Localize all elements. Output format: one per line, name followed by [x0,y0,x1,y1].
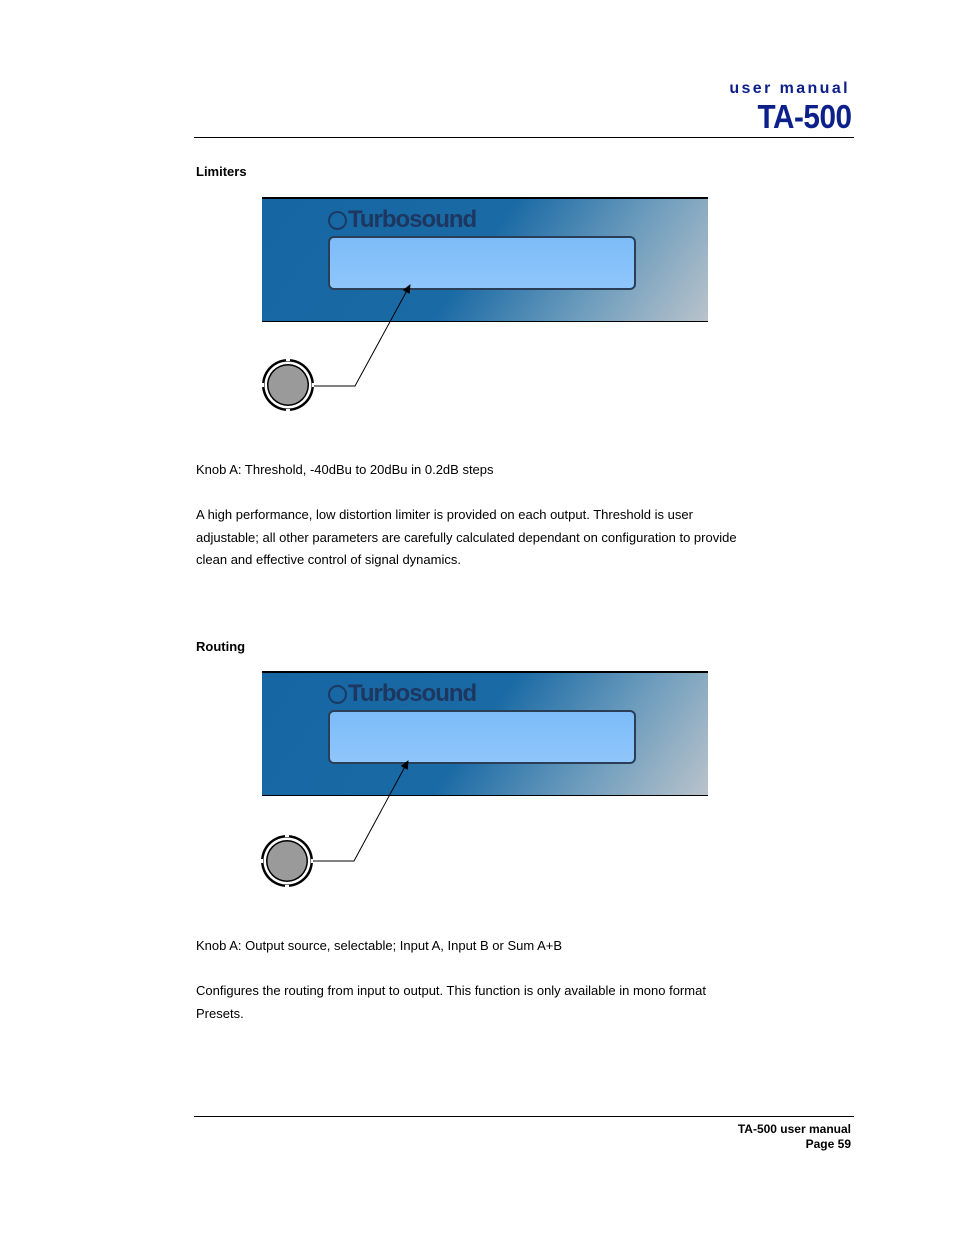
knob-caption-limiters: Knob A: Threshold, -40dBu to 20dBu in 0.2dB steps [196,462,494,477]
knob-a-limiters-icon[interactable] [260,357,316,413]
logo-text: Turbosound [348,206,477,233]
lcd-display [328,236,636,290]
knob-caption-routing: Knob A: Output source, selectable; Input A, Input B or Sum A+B [196,938,563,953]
footer-rule [194,1116,854,1117]
turbosound-logo [328,678,476,710]
logo-ring-icon [328,685,347,704]
device-panel-routing [262,671,708,796]
section-heading-routing: Routing [196,639,246,654]
knob-a-routing-icon[interactable] [259,833,315,889]
body-text-routing: Configures the routing from input to output. This function is only available in mono format Presets. [196,983,706,1021]
section-heading-limiters: Limiters [196,164,247,179]
device-panel-limiters [262,197,708,322]
logo-ring-icon [328,211,347,230]
body-text-limiters: A high performance, low distortion limiter is provided on each output. Threshold is user adjustable; all other parameters are carefully calculated dependant on configuration to provide clean and effective control of signal dynamics. [196,507,737,567]
footer-page-number: Page 59 [805,1137,851,1151]
header-title: TA-500 [757,98,852,135]
header-subtitle: user manual [729,80,850,97]
footer-manual-name: TA-500 user manual [737,1122,851,1136]
header-rule [194,137,854,138]
turbosound-logo [328,204,476,236]
lcd-display [328,710,636,764]
logo-text: Turbosound [348,680,477,707]
